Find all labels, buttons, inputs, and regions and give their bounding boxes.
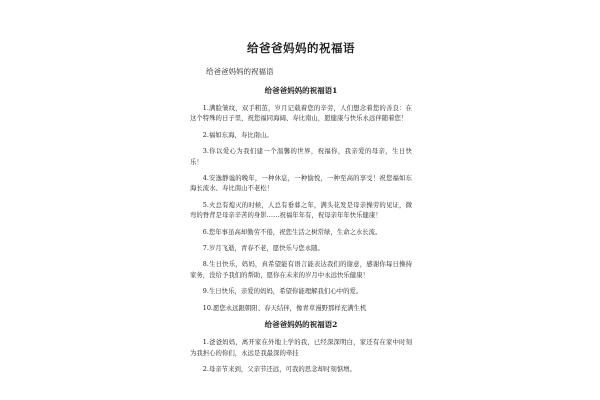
paragraph: 4.安逸静谧的晚年，一种休息，一种愉悦，一种至高的享受！祝您福如东海长流水、寿比南山不老松！ bbox=[190, 174, 412, 193]
document-body bbox=[190, 40, 412, 380]
paragraph: 10.愿您永远跟朝阳、春天结伴，像青草漫野那样充满生机 bbox=[202, 303, 367, 312]
paragraph: 2.福如东海，寿比南山。 bbox=[202, 130, 273, 139]
paragraph: 3.你以爱心为我们建一个温馨的世界，祝福你，我亲爱的母亲，生日快乐！ bbox=[190, 147, 412, 166]
paragraph: 1.满脸皱纹，双手粗茧，岁月记载着您的辛劳，人们想念着您的善良：在这个特殊的日子里，祝您福同海阔、寿比南山，愿健康与快乐永远伴随着您！ bbox=[190, 104, 412, 123]
paragraph: 8.生日快乐，妈妈，真希望能有语言能表达我们的谢意，感谢你每日操持家务，没给予我们的帮助，愿你在未来的岁月中永远快乐健康！ bbox=[190, 260, 412, 279]
document-title: 给爸爸妈妈的祝福语 bbox=[247, 41, 355, 55]
paragraph: 6.您年事虽高却勤劳不倦，祝您生活之树常绿，生命之水长流。 bbox=[202, 227, 382, 236]
paragraph: 1.爸爸妈妈，离开家在外地上学的我，已经深深明白，家还有在家中时刻为我担心的你们，永远是我最深的牵挂 bbox=[190, 338, 412, 357]
paragraph: 9.生日快乐，亲爱的妈妈，希望你能理解我们心中的爱。 bbox=[202, 287, 363, 296]
paragraph: 2.母亲节来到，父亲节还远，可我的思念却时刻惦增。 bbox=[202, 364, 356, 373]
section-heading: 给爸爸妈妈的祝福语2 bbox=[264, 320, 338, 330]
document-subtitle: 给爸爸妈妈的祝福语 bbox=[206, 67, 274, 76]
section-heading: 给爸爸妈妈的祝福语1 bbox=[264, 86, 338, 95]
section-2 bbox=[190, 319, 412, 374]
paragraph: 7.岁月飞逝，青春不老，愿快乐与您永随。 bbox=[202, 244, 324, 253]
paragraph: 5.火总有熄灭的时候，人总有垂暮之年，满头花发是母亲操劳的见证，微弯的脊背是母亲辛苦的身影……祝福年年有，祝母亲年年快乐健康！ bbox=[190, 200, 412, 220]
section-1 bbox=[190, 85, 412, 313]
